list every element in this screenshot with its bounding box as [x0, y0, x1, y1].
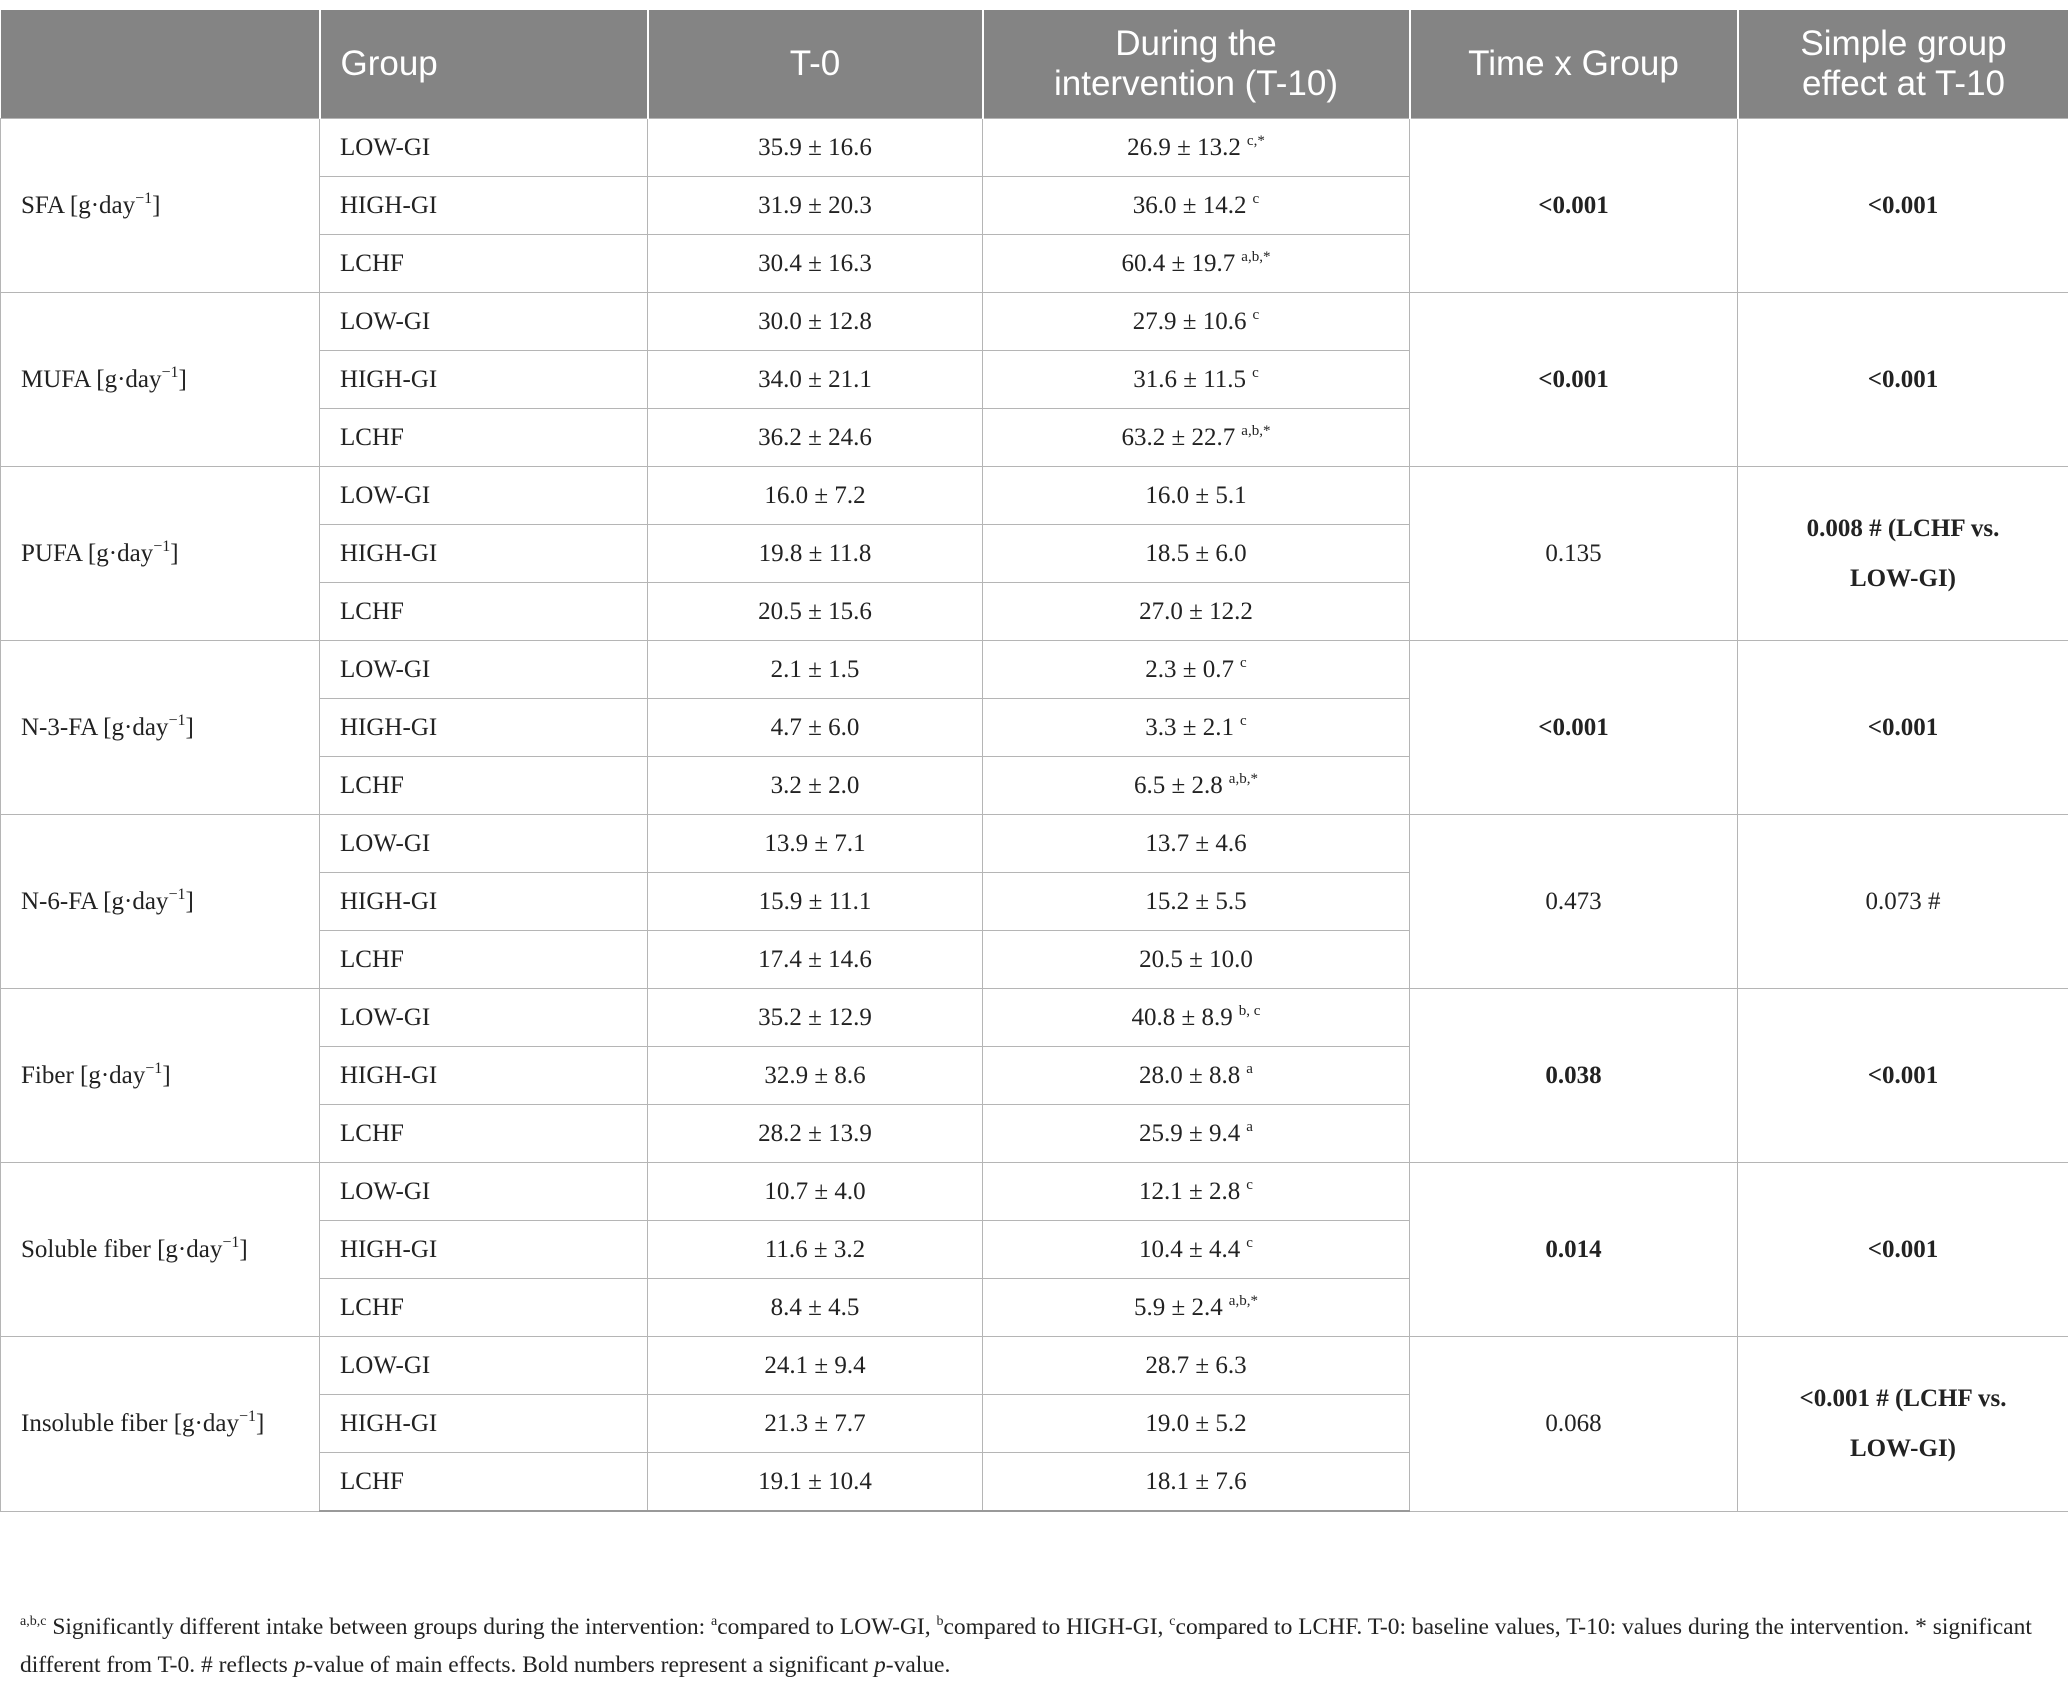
- variable-name: Fiber [g·day: [21, 1061, 146, 1089]
- t10-significance-sup: b, c: [1238, 1002, 1261, 1019]
- simple-effect-line1: <0.001: [1867, 191, 1939, 219]
- unit-close: ]: [152, 191, 161, 219]
- t10-cell: [983, 525, 1410, 583]
- header-group: Group: [320, 10, 648, 119]
- interaction-cell: <0.001: [1410, 293, 1738, 467]
- t0-cell: 8.4 ± 4.5: [648, 1279, 983, 1337]
- t0-cell: 15.9 ± 11.1: [648, 873, 983, 931]
- interaction-cell: <0.001: [1410, 119, 1738, 293]
- footnote-sup-c: c: [1169, 1614, 1176, 1629]
- t10-cell: [983, 1163, 1410, 1221]
- t10-significance-sup: c: [1246, 1234, 1253, 1251]
- header-simple-line1: Simple group: [1800, 24, 2007, 63]
- simple-effect-line2: LOW-GI): [1849, 564, 1957, 592]
- simple-effect-cell: [1738, 293, 2068, 467]
- t0-cell: 30.0 ± 12.8: [648, 293, 983, 351]
- table-row: [1, 1337, 2068, 1395]
- t10-value: 27.9 ± 10.6: [1132, 307, 1247, 335]
- variable-label: [21, 189, 161, 219]
- variable-cell: [1, 293, 320, 467]
- unit-exponent: −1: [238, 1407, 257, 1425]
- table-row: [1, 467, 2068, 525]
- table-row: [1, 641, 2068, 699]
- t10-cell: [983, 641, 1410, 699]
- t0-cell: 20.5 ± 15.6: [648, 583, 983, 641]
- variable-label: [21, 1059, 171, 1089]
- t10-value: 60.4 ± 19.7: [1121, 249, 1236, 277]
- t10-value: 28.7 ± 6.3: [1145, 1351, 1247, 1379]
- variable-cell: [1, 815, 320, 989]
- t10-value: 20.5 ± 10.0: [1139, 945, 1253, 973]
- t10-cell: [983, 989, 1410, 1047]
- group-cell: LCHF: [320, 1105, 648, 1163]
- t10-value: 27.0 ± 12.2: [1139, 597, 1253, 625]
- t0-cell: 17.4 ± 14.6: [648, 931, 983, 989]
- header-t10-line2: intervention (T-10): [1053, 64, 1339, 103]
- footnote-italic-p1: p: [293, 1652, 306, 1678]
- unit-close: ]: [185, 713, 194, 741]
- group-cell: LCHF: [320, 409, 648, 467]
- group-cell: LCHF: [320, 235, 648, 293]
- group-cell: LOW-GI: [320, 989, 648, 1047]
- t10-value: 3.3 ± 2.1: [1145, 713, 1235, 741]
- header-t0: T-0: [648, 10, 983, 119]
- t10-cell: [983, 1337, 1410, 1395]
- t10-value: 13.7 ± 4.6: [1145, 829, 1247, 857]
- group-cell: LOW-GI: [320, 1337, 648, 1395]
- variable-label: [21, 1407, 265, 1437]
- group-cell: LOW-GI: [320, 1163, 648, 1221]
- unit-exponent: −1: [222, 1233, 240, 1251]
- group-cell: HIGH-GI: [320, 177, 648, 235]
- t10-cell: [983, 1105, 1410, 1163]
- simple-effect-cell: [1738, 1163, 2068, 1337]
- t10-value: 6.5 ± 2.8: [1134, 771, 1223, 799]
- t10-value: 19.0 ± 5.2: [1145, 1409, 1247, 1437]
- simple-effect-line1: <0.001: [1867, 1235, 1939, 1263]
- table-container: [0, 10, 2068, 1512]
- t0-cell: 36.2 ± 24.6: [648, 409, 983, 467]
- interaction-cell: 0.473: [1410, 815, 1738, 989]
- t10-cell: [983, 1453, 1410, 1512]
- table-footnote: [20, 1608, 2050, 1684]
- group-cell: LCHF: [320, 583, 648, 641]
- variable-name: N-6-FA [g·day: [21, 887, 169, 915]
- t0-cell: 13.9 ± 7.1: [648, 815, 983, 873]
- unit-exponent: −1: [168, 885, 186, 903]
- t0-cell: 4.7 ± 6.0: [648, 699, 983, 757]
- group-cell: HIGH-GI: [320, 1047, 648, 1105]
- group-cell: LOW-GI: [320, 641, 648, 699]
- t10-significance-sup: c: [1252, 190, 1260, 207]
- t10-value: 15.2 ± 5.5: [1145, 887, 1247, 915]
- t10-value: 16.0 ± 5.1: [1145, 481, 1247, 509]
- t10-cell: [983, 757, 1410, 815]
- group-cell: LOW-GI: [320, 815, 648, 873]
- interaction-cell: 0.135: [1410, 467, 1738, 641]
- simple-effect-cell: [1738, 467, 2068, 641]
- t10-significance-sup: c: [1240, 712, 1247, 729]
- simple-effect-cell: [1738, 989, 2068, 1163]
- simple-effect-line1: 0.008 # (LCHF vs.: [1806, 514, 2000, 542]
- simple-effect-cell: [1738, 1337, 2068, 1512]
- t10-cell: [983, 1395, 1410, 1453]
- group-cell: LCHF: [320, 931, 648, 989]
- t10-cell: [983, 351, 1410, 409]
- t0-cell: 3.2 ± 2.0: [648, 757, 983, 815]
- table-row: [1, 293, 2068, 351]
- t10-significance-sup: c,*: [1246, 132, 1265, 149]
- t10-cell: [983, 293, 1410, 351]
- t10-significance-sup: c: [1252, 364, 1259, 381]
- group-cell: HIGH-GI: [320, 1395, 648, 1453]
- t10-significance-sup: a: [1246, 1118, 1253, 1135]
- simple-effect-line1: <0.001: [1867, 365, 1939, 393]
- group-cell: LOW-GI: [320, 293, 648, 351]
- t10-value: 26.9 ± 13.2: [1127, 133, 1241, 161]
- simple-effect-line2: LOW-GI): [1849, 1434, 1957, 1462]
- t10-cell: [983, 815, 1410, 873]
- variable-cell: [1, 1163, 320, 1337]
- t10-value: 10.4 ± 4.4: [1139, 1235, 1241, 1263]
- variable-cell: [1, 989, 320, 1163]
- t10-significance-sup: c: [1240, 654, 1247, 671]
- simple-effect-line1: <0.001: [1867, 1061, 1939, 1089]
- variable-label: [21, 711, 194, 741]
- t10-cell: [983, 467, 1410, 525]
- variable-cell: [1, 1337, 320, 1512]
- unit-close: ]: [170, 539, 179, 567]
- variable-name: PUFA [g·day: [21, 539, 154, 567]
- variable-name: MUFA [g·day: [21, 365, 162, 393]
- unit-close: ]: [178, 365, 187, 393]
- table-row: [1, 989, 2068, 1047]
- t10-significance-sup: a,b,*: [1228, 1292, 1258, 1309]
- t10-cell: [983, 119, 1410, 177]
- header-variable: [1, 10, 320, 119]
- t10-cell: [983, 583, 1410, 641]
- t0-cell: 19.1 ± 10.4: [648, 1453, 983, 1512]
- group-cell: HIGH-GI: [320, 1221, 648, 1279]
- footnote-text-1: Significantly different intake between groups during the intervention:: [46, 1614, 712, 1640]
- table-body: [1, 119, 2068, 1512]
- unit-exponent: −1: [168, 711, 186, 729]
- t0-cell: 19.8 ± 11.8: [648, 525, 983, 583]
- simple-effect-cell: [1738, 641, 2068, 815]
- simple-effect-line1: <0.001 # (LCHF vs.: [1799, 1384, 2007, 1412]
- t10-value: 31.6 ± 11.5: [1133, 365, 1247, 393]
- group-cell: LOW-GI: [320, 119, 648, 177]
- t10-cell: [983, 409, 1410, 467]
- t0-cell: 21.3 ± 7.7: [648, 1395, 983, 1453]
- footnote-lead-sup: a,b,c: [20, 1614, 47, 1629]
- variable-cell: [1, 467, 320, 641]
- unit-close: ]: [239, 1235, 248, 1263]
- unit-close: ]: [162, 1061, 171, 1089]
- unit-close: ]: [185, 887, 194, 915]
- variable-name: N-3-FA [g·day: [21, 713, 169, 741]
- t10-cell: [983, 873, 1410, 931]
- interaction-cell: 0.068: [1410, 1337, 1738, 1512]
- interaction-cell: 0.038: [1410, 989, 1738, 1163]
- t10-value: 25.9 ± 9.4: [1139, 1119, 1241, 1147]
- t10-cell: [983, 1221, 1410, 1279]
- simple-effect-line1: <0.001: [1867, 713, 1939, 741]
- group-cell: LCHF: [320, 1279, 648, 1337]
- t10-cell: [983, 1279, 1410, 1337]
- variable-name: Insoluble fiber [g·day: [21, 1409, 239, 1437]
- t0-cell: 31.9 ± 20.3: [648, 177, 983, 235]
- t0-cell: 2.1 ± 1.5: [648, 641, 983, 699]
- t10-value: 63.2 ± 22.7: [1121, 423, 1236, 451]
- simple-effect-cell: [1738, 815, 2068, 989]
- variable-label: [21, 885, 194, 915]
- t10-value: 18.1 ± 7.6: [1145, 1467, 1247, 1495]
- variable-label: [21, 537, 179, 567]
- footnote-text-2: compared to LOW-GI,: [717, 1614, 937, 1640]
- simple-effect-line1: 0.073 #: [1865, 887, 1941, 915]
- unit-close: ]: [256, 1409, 265, 1437]
- t10-significance-sup: a,b,*: [1241, 422, 1271, 439]
- t0-cell: 30.4 ± 16.3: [648, 235, 983, 293]
- t10-value: 2.3 ± 0.7: [1145, 655, 1235, 683]
- t10-cell: [983, 699, 1410, 757]
- t10-significance-sup: a: [1246, 1060, 1253, 1077]
- unit-exponent: −1: [161, 363, 179, 381]
- t10-value: 40.8 ± 8.9: [1131, 1003, 1233, 1031]
- t10-value: 5.9 ± 2.4: [1134, 1293, 1223, 1321]
- table-row: [1, 815, 2068, 873]
- t10-significance-sup: a,b,*: [1241, 248, 1271, 265]
- simple-effect-cell: [1738, 119, 2068, 293]
- group-cell: LCHF: [320, 1453, 648, 1512]
- t10-significance-sup: c: [1246, 1176, 1253, 1193]
- t0-cell: 28.2 ± 13.9: [648, 1105, 983, 1163]
- t0-cell: 11.6 ± 3.2: [648, 1221, 983, 1279]
- unit-exponent: −1: [135, 189, 153, 207]
- header-t10: [983, 10, 1410, 119]
- variable-cell: [1, 641, 320, 815]
- footnote-sup-a: a: [711, 1614, 718, 1629]
- t10-value: 12.1 ± 2.8: [1139, 1177, 1241, 1205]
- t10-cell: [983, 1047, 1410, 1105]
- unit-exponent: −1: [145, 1059, 163, 1077]
- t10-cell: [983, 177, 1410, 235]
- header-row: [1, 10, 2068, 119]
- footnote-sup-b: b: [936, 1614, 944, 1629]
- interaction-cell: <0.001: [1410, 641, 1738, 815]
- group-cell: HIGH-GI: [320, 525, 648, 583]
- footnote-text-3: compared to HIGH-GI,: [943, 1614, 1170, 1640]
- header-simple-effect: [1738, 10, 2068, 119]
- t0-cell: 24.1 ± 9.4: [648, 1337, 983, 1395]
- variable-cell: [1, 119, 320, 293]
- t10-cell: [983, 235, 1410, 293]
- footnote-text-5: -value of main effects. Bold numbers represent a significant: [305, 1652, 875, 1678]
- t10-value: 28.0 ± 8.8: [1139, 1061, 1241, 1089]
- footnote-text-4: compared to LCHF. T-0: baseline values, T-10: values during the intervention. * significant different from T-0. # reflects: [20, 1614, 2032, 1678]
- table-row: [1, 119, 2068, 177]
- variable-label: [21, 1233, 248, 1263]
- variable-name: Soluble fiber [g·day: [21, 1235, 223, 1263]
- footnote-text-6: -value.: [885, 1652, 951, 1678]
- header-interaction: Time x Group: [1410, 10, 1738, 119]
- unit-exponent: −1: [153, 537, 171, 555]
- t0-cell: 16.0 ± 7.2: [648, 467, 983, 525]
- group-cell: HIGH-GI: [320, 351, 648, 409]
- group-cell: HIGH-GI: [320, 873, 648, 931]
- t0-cell: 34.0 ± 21.1: [648, 351, 983, 409]
- footnote-italic-p2: p: [874, 1652, 886, 1678]
- t10-cell: [983, 931, 1410, 989]
- t0-cell: 35.2 ± 12.9: [648, 989, 983, 1047]
- interaction-cell: 0.014: [1410, 1163, 1738, 1337]
- header-simple-line2: effect at T-10: [1801, 64, 2005, 103]
- t10-significance-sup: c: [1252, 306, 1260, 323]
- variable-name: SFA [g·day: [21, 191, 136, 219]
- header-t10-line1: During the: [1115, 24, 1277, 63]
- group-cell: LCHF: [320, 757, 648, 815]
- group-cell: HIGH-GI: [320, 699, 648, 757]
- t10-value: 36.0 ± 14.2: [1132, 191, 1247, 219]
- table-row: [1, 1163, 2068, 1221]
- t10-significance-sup: a,b,*: [1228, 770, 1258, 787]
- t10-value: 18.5 ± 6.0: [1145, 539, 1247, 567]
- t0-cell: 35.9 ± 16.6: [648, 119, 983, 177]
- fatty-acid-fiber-table: [0, 10, 2068, 1512]
- variable-label: [21, 363, 187, 393]
- t0-cell: 10.7 ± 4.0: [648, 1163, 983, 1221]
- group-cell: LOW-GI: [320, 467, 648, 525]
- t0-cell: 32.9 ± 8.6: [648, 1047, 983, 1105]
